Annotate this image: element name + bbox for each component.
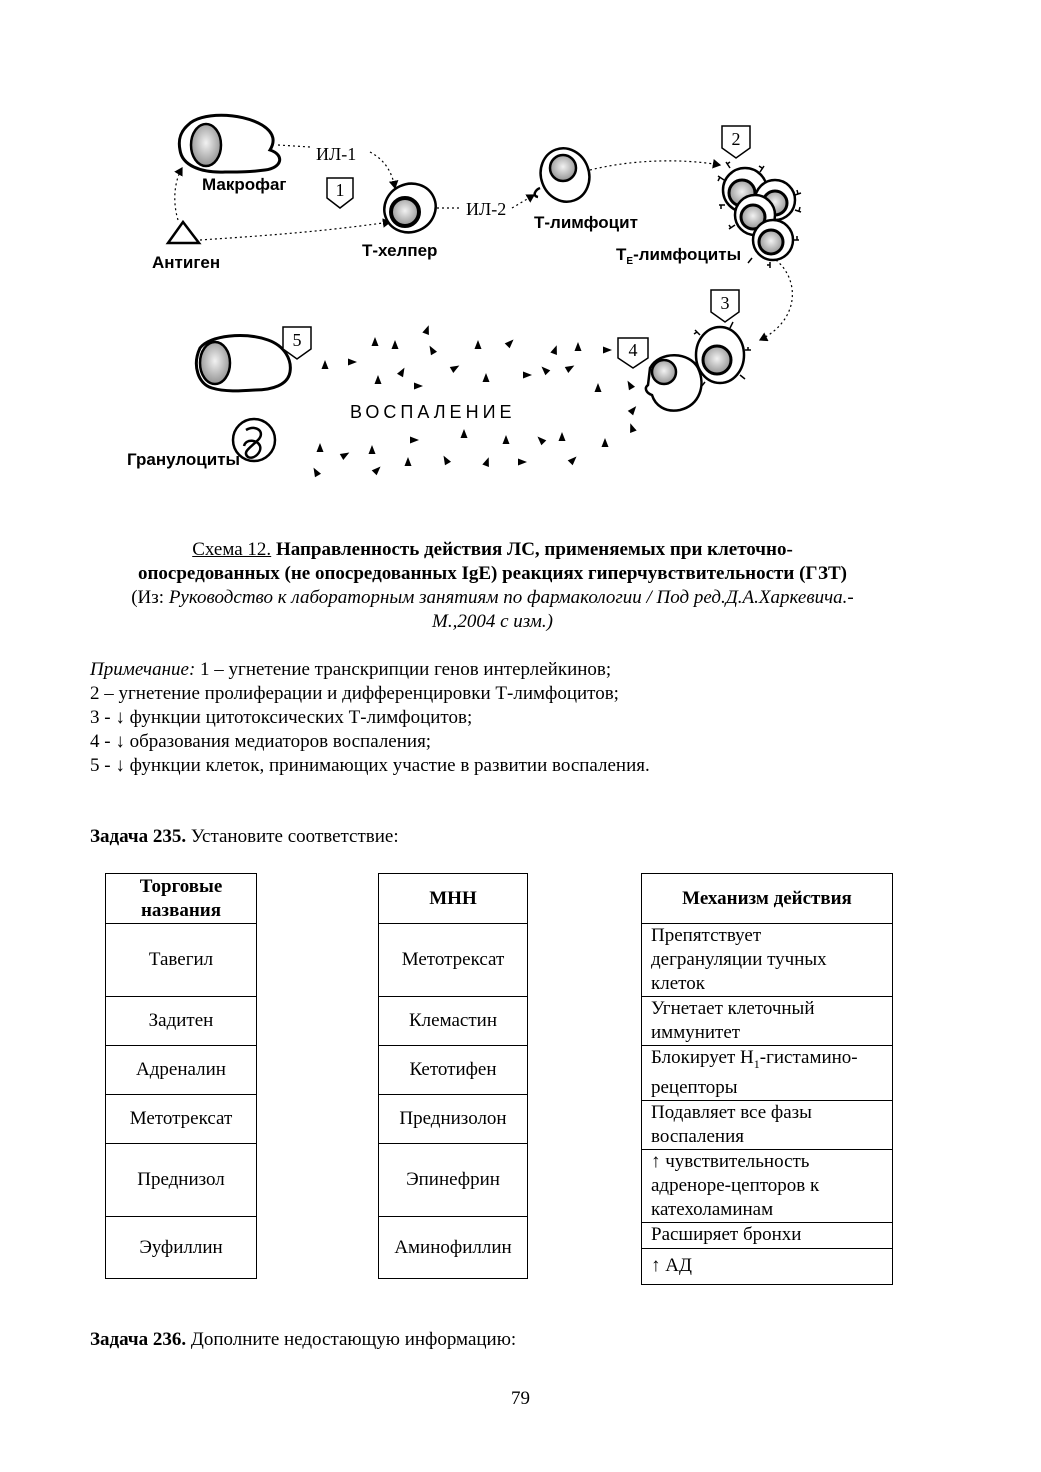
inflammation-mediators [310,324,638,477]
mediator-triangle [348,359,357,366]
mediator-triangle [372,464,383,475]
note-line-2: 2 – угнетение пролиферации и дифференцировки Т-лимфоцитов; [90,683,619,704]
scheme-caption [60,538,925,634]
granulocytes-label: Гранулоциты [127,450,241,469]
task-235-heading [90,826,399,848]
mediator-triangle [595,383,602,392]
inn-table [378,873,528,1279]
mediator-triangle [575,342,582,351]
caption-line-2 [60,562,925,586]
trade-name-cell: Метотрексат [106,1095,257,1144]
mediator-triangle [372,337,379,346]
trade-names-table [105,873,257,1279]
mediator-triangle [624,379,635,390]
mediator-triangle [505,337,516,348]
mechanism-text: Препятствует [651,925,762,946]
note-text-1: 1 – угнетение транскрипции генов интерлейкинов; [195,659,612,680]
inn-header: МНН [379,874,528,924]
scheme-label: Схема 12. [192,539,272,560]
trade-names-header [106,874,257,924]
trade-name-cell: Тавегил [106,924,257,997]
marker-1 [327,178,353,208]
page-number: 79 [511,1388,530,1409]
trade-name-cell: Задитен [106,997,257,1046]
task-236-heading [90,1329,516,1351]
marker-3 [711,290,739,322]
inn-cell: Аминофиллин [379,1217,528,1279]
mediator-triangle [392,340,399,349]
mediator-triangle [405,457,412,466]
te-label-prefix: Т [616,245,627,264]
mediator-triangle [369,445,376,454]
inn-cell: Кетотифен [379,1046,528,1095]
trade-name-cell: Преднизол [106,1144,257,1217]
mediator-triangle [535,434,546,445]
note-line-3: 3 - ↓ функции цитотоксических Т-лимфоцитов; [90,707,473,728]
inn-cell: Эпинефрин [379,1144,528,1217]
mechanism-text: Подавляет все фазы [651,1101,812,1123]
mechanism-cell [642,1046,893,1101]
mediator-triangle [322,360,329,369]
mechanism-text: Угнетает клеточный [651,998,815,1019]
t-lymphocyte-label: Т-лимфоцит [534,213,638,232]
t-lymphocyte-cell [533,141,597,208]
mediator-triangle [627,422,637,433]
marker-4 [618,338,648,368]
t-helper-cell [376,175,443,240]
mediator-triangle [568,454,579,465]
mediator-triangle [565,362,576,373]
mechanism-cell: Расширяет бронхи [642,1222,893,1248]
trade-name-cell: Эуфиллин [106,1217,257,1279]
marker-4-label: 4 [628,340,638,360]
trade-name-cell: Адреналин [106,1046,257,1095]
mediator-triangle [414,383,423,390]
te-label-suffix: -лимфоциты [633,245,742,264]
macrophage-cell [179,115,279,172]
mechanism-cell [642,1149,893,1222]
inn-cell: Метотрексат [379,924,528,997]
mechanism-header: Механизм действия [642,874,893,924]
mediator-triangle [461,429,468,438]
mediator-triangle [559,432,566,441]
il1-label: ИЛ-1 [316,144,357,164]
mediator-triangle [483,373,490,382]
mediator-triangle [310,466,321,477]
caption-source-1: Руководство к лабораторным занятиям по фармакологии / Под ред.Д.А.Харкевича.- [168,587,854,608]
task-236-number: Задача 236. [90,1329,187,1350]
mediator-triangle [410,437,419,444]
mediator-triangle [518,459,527,466]
mediator-triangle [482,456,492,467]
mechanism-cell [642,924,893,997]
mediator-triangle [450,362,461,373]
mechanism-text: ↑ чувствительность [651,1150,810,1172]
mechanism-text: дегрануляции тучных [651,949,827,970]
caption-line-3 [60,586,925,610]
mechanism-subscript: 1 [753,1056,760,1071]
mechanism-table [641,873,893,1285]
mechanism-text: рецепторы [651,1076,738,1098]
mechanism-text: воспаления [651,1125,745,1147]
mechanism-text: иммунитет [651,1022,741,1043]
macrophage-label: Макрофаг [202,175,287,194]
mechanism-text: адреноре-цепторов к [651,1174,820,1196]
te-label-sub: E [626,256,634,267]
mechanism-text: -гистамино- [759,1047,858,1068]
thelper-label: Т-хелпер [362,241,438,260]
marker-1-label: 1 [335,180,345,200]
trade-names-header-1: Торговые [139,875,223,897]
task-235-text: Установите соответствие: [186,826,399,847]
mediator-triangle [503,435,510,444]
mediator-triangle [523,372,532,379]
il2-label: ИЛ-2 [466,199,507,219]
mediator-triangle [375,375,382,384]
antigen-triangle [168,222,199,243]
caption-line-4 [60,610,925,634]
caption-source-open: (Из: [131,587,169,608]
trade-names-header-2: названия [140,899,222,921]
mechanism-text: катехоламинам [651,1198,774,1220]
mediator-triangle [397,366,408,377]
mediator-triangle [539,364,550,375]
mechanism-cell: ↑ АД [642,1248,893,1284]
mediator-triangle [340,449,351,460]
target-cell [646,355,702,410]
marker-2-label: 2 [731,129,741,149]
antigen-label: Антиген [152,253,221,272]
mediator-triangle [475,340,482,349]
caption-source-2: М.,2004 с изм.) [432,611,553,632]
inn-cell: Клемастин [379,997,528,1046]
mediator-triangle [550,344,560,355]
note-line-4: 4 - ↓ образования медиаторов воспаления; [90,731,432,752]
caption-title-1: Направленность действия ЛС, применяемых при клеточно- [275,539,793,560]
note-line-1 [90,658,650,682]
task-236-text: Дополните недостающую информацию: [186,1329,517,1350]
mechanism-text: Блокирует Н [651,1047,754,1068]
note-label: Примечание: [90,659,196,680]
marker-2 [722,126,750,158]
mediator-triangle [628,404,639,415]
cytotoxic-t-cell [694,322,751,387]
mechanism-cell [642,997,893,1046]
caption-title-2: опосредованных (не опосредованных IgE) реакциях гиперчувствительности (ГЗТ) [137,563,848,584]
mediator-triangle [422,324,432,335]
note-block [90,658,650,778]
note-line-5: 5 - ↓ функции клеток, принимающих участие в развитии воспаления. [90,755,650,776]
marker-5-label: 5 [292,330,302,350]
mediator-triangle [317,443,324,452]
inflammation-label: ВОСПАЛЕНИЕ [350,402,516,422]
immune-response-diagram [0,0,1041,500]
mediator-triangle [440,454,451,465]
task-235-number: Задача 235. [90,826,187,847]
mediator-triangle [602,438,609,447]
mediator-triangle [426,344,437,355]
mechanism-cell [642,1100,893,1149]
macrophage-cell-inflammation [196,336,290,391]
inn-cell: Преднизолон [379,1095,528,1144]
marker-3-label: 3 [720,293,730,313]
mediator-triangle [603,347,612,354]
mechanism-text: клеток [651,973,705,994]
te-lymphocytes-label [616,245,741,267]
caption-line-1 [60,538,925,562]
